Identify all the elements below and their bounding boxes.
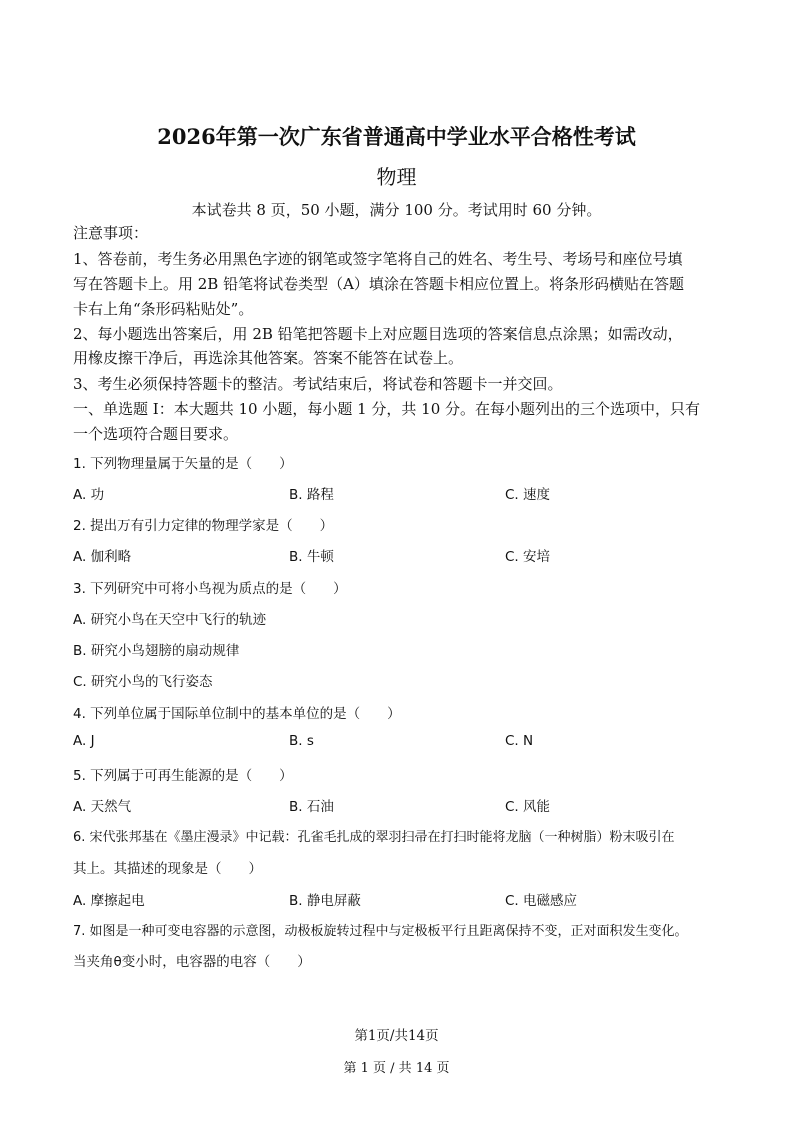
option-c: C. 风能 [505,799,551,815]
subject-title: 物理 [376,165,417,189]
option-b: B. 路程 [289,487,334,503]
exam-title: 2026年第一次广东省普通高中学业水平合格性考试 [157,124,636,149]
notice-line: 写在答题卡上。用 2B 铅笔将试卷类型（A）填涂在答题卡相应位置上。将条形码横贴在答题 [73,275,684,293]
notice-line: 1、答卷前，考生务必用黑色字迹的钢笔或签字笔将自己的姓名、考生号、考场号和座位号填 [73,250,683,268]
option-b: B. 静电屏蔽 [289,893,361,909]
question-stem-cont: 当夹角θ变小时，电容器的电容（ ） [73,954,311,970]
option-a: A. 功 [73,487,105,503]
question-stem: 1. 下列物理量属于矢量的是（ ） [73,456,293,472]
exam-info: 本试卷共 8 页，50 小题，满分 100 分。考试用时 60 分钟。 [191,201,602,219]
option-c: C. 速度 [505,487,551,503]
option-a: A. 天然气 [73,799,132,815]
section-heading-cont: 一个选项符合题目要求。 [73,425,239,443]
section-heading: 一、单选题 I：本大题共 10 小题，每小题 1 分，共 10 分。在每小题列出的三个选项中，只有 [73,400,701,418]
option-b: B. 石油 [289,799,334,815]
notice-line: 卡右上角“条形码粘贴处”。 [73,300,254,318]
option-c: C. 研究小鸟的飞行姿态 [73,674,213,690]
option-a: A. J [73,733,95,749]
option-a: A. 伽利略 [73,549,132,565]
option-c: C. N [505,733,534,749]
question-stem: 3. 下列研究中可将小鸟视为质点的是（ ） [73,581,347,597]
question-stem: 5. 下列属于可再生能源的是（ ） [73,768,293,784]
question-stem: 4. 下列单位属于国际单位制中的基本单位的是（ ） [73,706,401,722]
option-b: B. 牛顿 [289,549,334,565]
notice-line: 2、每小题选出答案后，用 2B 铅笔把答题卡上对应题目选项的答案信息点涂黑；如需改动， [73,325,683,343]
question-stem: 7. 如图是一种可变电容器的示意图，动极板旋转过程中与定极板平行且距离保持不变，正对面积发生变化。 [73,924,688,939]
question-stem-cont: 其上。其描述的现象是（ ） [73,861,262,877]
option-c: C. 电磁感应 [505,893,578,909]
page-number: 第1页/共14页 [354,1028,439,1044]
option-a: A. 摩擦起电 [73,893,145,909]
question-stem: 6. 宋代张邦基在《墨庄漫录》中记载：孔雀毛扎成的翠羽扫帚在打扫时能将龙脑（一种树脂）粉末吸引在 [73,830,675,845]
option-b: B. 研究小鸟翅膀的扇动规律 [73,643,240,659]
option-a: A. 研究小鸟在天空中飞行的轨迹 [73,612,267,628]
page-number-footer: 第 1 页 / 共 14 页 [343,1061,450,1076]
option-c: C. 安培 [505,549,551,565]
notice-line: 用橡皮擦干净后，再选涂其他答案。答案不能答在试卷上。 [73,349,464,367]
option-b: B. s [289,733,314,749]
notice-line: 3、考生必须保持答题卡的整洁。考试结束后，将试卷和答题卡一并交回。 [73,375,563,393]
question-stem: 2. 提出万有引力定律的物理学家是（ ） [73,518,334,534]
notice-heading: 注意事项： [73,224,149,242]
